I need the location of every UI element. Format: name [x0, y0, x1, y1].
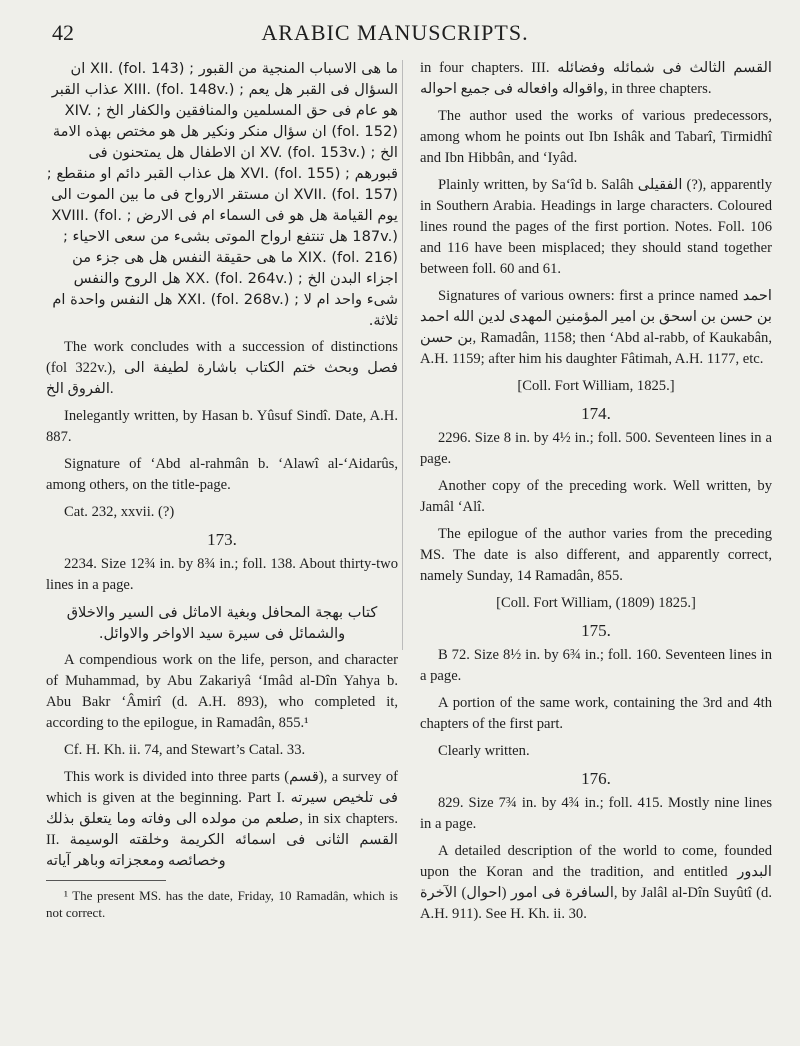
ms-description: 829. Size 7¾ in. by 4¾ in.; foll. 415. Mostly nine lines in a page.: [420, 795, 772, 832]
footnote-rule: [46, 880, 166, 881]
epilogue-note: The epilogue of the author varies from the preceding MS. The date is also different, and apparently correct, namely Sunday, 14 Ramadân, 855.: [420, 526, 772, 584]
parts-description: This work is divided into three parts (قسم), a survey of which is given at the beginning. Part I. فى تلخيص سيرته صلعم من مولده الى وفاته وما يتعلق بذلك, in six chapters. II. القسم الثانى فى اسمائه الكريمة وخلقته الوسيمة وخصائصه ومعجزاته وباهر آياته: [46, 769, 398, 869]
entry-number-174: 174.: [581, 404, 611, 423]
entry-number-173: 173.: [207, 530, 237, 549]
running-head: ARABIC MANUSCRIPTS.: [261, 20, 529, 45]
page-header: [30, 8, 760, 48]
right-column: [420, 58, 772, 931]
cross-reference: Cf. H. Kh. ii. 74, and Stewart’s Catal. 33.: [64, 742, 306, 758]
sources-note: The author used the works of various predecessors, among whom he points out Ibn Ishâk and Tabarî, Tirmidhî and Ibn Hibbân, and ‘Iyâd.: [420, 108, 772, 166]
owners-note: Signatures of various owners: first a prince named احمد بن حسن بن اسحق بن امير المؤمنين المهدى لدين الله احمد بن حسن, Ramadân, 1158; then ‘Abd al-rabb, of Kaukabân, A.H. 1159; after him his daughter Fâtimah, A.H. 1177, etc.: [420, 288, 772, 367]
work-summary: A compendious work on the life, person, and character of Muhammad, by Abu Zakariyâ ‘Imâd al-Dîn Yahya b. Abu Bakr ‘Âmirî (d. A.H. 893), who completed it, according to the epilogue, in Ramadân, 855.¹: [46, 652, 398, 731]
parts-continuation: in four chapters. III. القسم الثالث فى شمائله وفضائله واقواله وافعاله فى جميع احواله, in three chapters.: [420, 60, 772, 97]
chapter-list: ما هى الاسباب المنجية من القبور ; XII. (fol. 143) ان السؤال فى القبر هل يعم ; XIII. (fol. 148v.) عذاب القبر هو عام فى حق المسلمين والمنافقين والكفار الخ ; XIV. (fol. 152) ان سؤال منكر ونكير هل هو مختص بهذه الامة الخ ; XV. (fol. 153v.) ان الاطفال هل يمتحنون فى قبورهم ; XVI. (fol. 155) هل عذاب القبر دائم او منقطع ; XVII. (fol. 157) ان مستقر الارواح فى ما بين الموت الى يوم القيامة هل هو فى السماء ام فى الارض ; XVIII. (fol. 187v.) هل تنتفع ارواح الموتى بشىء من سعى الاحياء ; XIX. (fol. 216) ما هى حقيقة النفس هل هى جزء من اجزاء البدن الخ ; XX. (fol. 264v.) هل الروح والنفس شىء واحد ام لا ; XXI. (fol. 268v.) هل النفس واحدة ام ثلاثة.: [46, 60, 398, 329]
signature-note: Signature of ‘Abd al-rahmân b. ‘Alawî al-‘Aidarûs, among others, on the title-page.: [46, 456, 398, 493]
copy-note: Another copy of the preceding work. Well written, by Jamâl ‘Alî.: [420, 478, 772, 515]
page-number: 42: [52, 20, 74, 45]
ms-description: 2296. Size 8 in. by 4½ in.; foll. 500. Seventeen lines in a page.: [420, 430, 772, 467]
scribe-note: Inelegantly written, by Hasan b. Yûsuf Sindî. Date, A.H. 887.: [46, 408, 398, 445]
conclusion-note: The work concludes with a succession of distinctions (fol 322v.), فصل وبحث ختم الكتاب باشارة لطيفة الى الفروق الخ.: [46, 339, 398, 397]
catalog-ref: Cat. 232, xxvii. (?): [64, 504, 175, 520]
ms-description: B 72. Size 8½ in. by 6¾ in.; foll. 160. Seventeen lines in a page.: [420, 647, 772, 684]
portion-note: A portion of the same work, containing the 3rd and 4th chapters of the first part.: [420, 695, 772, 732]
entry-number-176: 176.: [581, 769, 611, 788]
ms-description: 2234. Size 12¾ in. by 8¾ in.; foll. 138. About thirty-two lines in a page.: [46, 556, 398, 593]
column-divider: [402, 60, 403, 650]
scribe-note: Plainly written, by Sa‘îd b. Salâh الفقيلى (?), apparently in Southern Arabia. Headings in large characters. Coloured lines round the pages of the first portion. Notes. Foll. 106 and 116 have been misplaced; they should stand together between foll. 60 and 61.: [420, 177, 773, 277]
collection-ref: [Coll. Fort William, 1825.]: [517, 378, 675, 394]
work-summary: A detailed description of the world to come, founded upon the Koran and the tradition, and entitled البدور السافرة فى امور (احوال) الآخرة, by Jalâl al-Dîn Suyûtî (d. A.H. 911). See H. Kh. ii. 30.: [420, 843, 772, 922]
scribe-note: Clearly written.: [438, 743, 530, 759]
collection-ref: [Coll. Fort William, (1809) 1825.]: [496, 595, 696, 611]
arabic-title: كتاب بهجة المحافل وبغية الاماثل فى السير والاخلاق والشمائل فى سيرة سيد الاواخر والاوائل.: [66, 604, 378, 642]
footnote: ¹ The present MS. has the date, Friday, 10 Ramadân, which is not correct.: [46, 888, 398, 920]
left-column: [46, 58, 398, 927]
entry-number-175: 175.: [581, 621, 611, 640]
